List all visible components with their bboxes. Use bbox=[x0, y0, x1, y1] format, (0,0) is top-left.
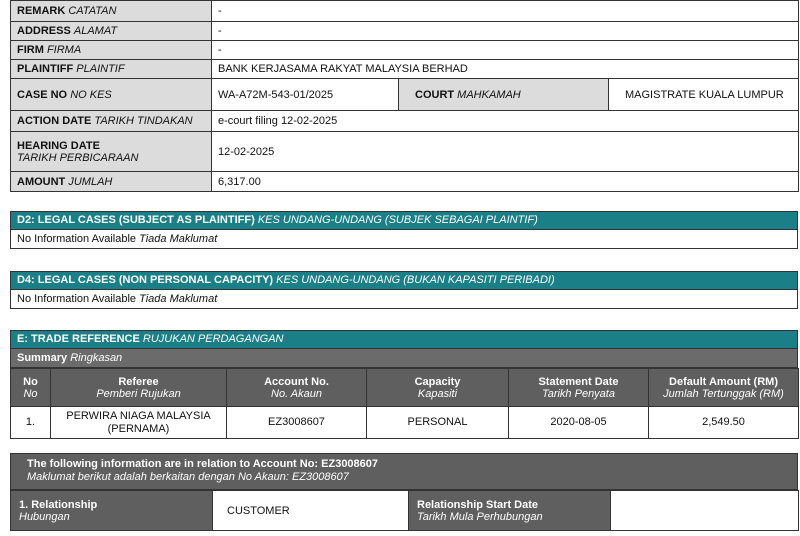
remark-label: REMARK CATATAN bbox=[11, 1, 212, 22]
trade-reference-title: E: TRADE REFERENCE bbox=[17, 333, 140, 345]
trade-reference-title-alt: RUJUKAN PERDAGANGAN bbox=[142, 333, 284, 345]
case-no-row bbox=[11, 79, 799, 111]
row-account-no: EZ3008607 bbox=[227, 407, 367, 439]
plaintiff-value: BANK KERJASAMA RAKYAT MALAYSIA BERHAD bbox=[212, 60, 799, 79]
col-header-no: No No bbox=[11, 369, 51, 407]
relationship-label: 1. Relationship Hubungan bbox=[11, 491, 213, 531]
col-header-statement-date: Statement Date Tarikh Penyata bbox=[509, 369, 649, 407]
d4-section-header bbox=[10, 271, 798, 290]
firm-value: - bbox=[212, 41, 799, 60]
d2-empty-message: No Information Available Tiada Maklumat bbox=[10, 230, 798, 249]
col-header-account-no: Account No. No. Akaun bbox=[227, 369, 367, 407]
address-value: - bbox=[212, 22, 799, 41]
court-label: COURT MAHKAMAH bbox=[399, 79, 609, 111]
case-no-value: WA-A72M-543-01/2025 bbox=[212, 79, 399, 111]
case-no-label: CASE NO NO KES bbox=[11, 79, 212, 111]
action-date-label: ACTION DATE TARIKH TINDAKAN bbox=[11, 111, 212, 132]
relationship-start-date-value bbox=[611, 491, 799, 531]
trade-reference-header-row bbox=[11, 369, 799, 407]
hearing-date-label: HEARING DATE TARIKH PERBICARAAN bbox=[11, 132, 212, 172]
action-date-value: e-court filing 12-02-2025 bbox=[212, 111, 799, 132]
row-default-amount: 2,549.50 bbox=[649, 407, 799, 439]
relationship-value: CUSTOMER bbox=[213, 491, 409, 531]
account-info-text: The following information are in relation to Account No: EZ3008607 bbox=[27, 458, 379, 470]
firm-label: FIRM FIRMA bbox=[11, 41, 212, 60]
trade-reference-header bbox=[10, 330, 798, 349]
trade-reference-table bbox=[10, 368, 799, 439]
row-no: 1. bbox=[11, 407, 51, 439]
d2-section-header bbox=[10, 211, 798, 230]
row-capacity: PERSONAL bbox=[367, 407, 509, 439]
hearing-date-row bbox=[11, 132, 799, 172]
row-referee: PERWIRA NIAGA MALAYSIA (PERNAMA) bbox=[51, 407, 227, 439]
d4-title: D4: LEGAL CASES (NON PERSONAL CAPACITY) bbox=[17, 274, 274, 286]
amount-value: 6,317.00 bbox=[212, 172, 799, 192]
address-row bbox=[11, 22, 799, 41]
plaintiff-label: PLAINTIFF PLAINTIF bbox=[11, 60, 212, 79]
court-value: MAGISTRATE KUALA LUMPUR bbox=[609, 79, 799, 111]
account-info-text-alt: Maklumat berikut adalah berkaitan dengan No Akaun: EZ3008607 bbox=[27, 471, 349, 483]
amount-label: AMOUNT JUMLAH bbox=[11, 172, 212, 192]
relationship-start-date-label: Relationship Start Date Tarikh Mula Perhubungan bbox=[409, 491, 611, 531]
d2-title: D2: LEGAL CASES (SUBJECT AS PLAINTIFF) bbox=[17, 214, 255, 226]
col-header-capacity: Capacity Kapasiti bbox=[367, 369, 509, 407]
firm-row bbox=[11, 41, 799, 60]
hearing-date-value: 12-02-2025 bbox=[212, 132, 799, 172]
summary-bar: Summary Ringkasan bbox=[10, 349, 798, 368]
case-details-table bbox=[10, 0, 799, 192]
d4-title-alt: KES UNDANG-UNDANG (BUKAN KAPASITI PERIBADI) bbox=[276, 274, 555, 286]
relationship-table bbox=[10, 490, 799, 531]
address-label: ADDRESS ALAMAT bbox=[11, 22, 212, 41]
col-header-default-amount: Default Amount (RM) Jumlah Tertunggak (RM) bbox=[649, 369, 799, 407]
relationship-row bbox=[11, 491, 799, 531]
col-header-referee: Referee Pemberi Rujukan bbox=[51, 369, 227, 407]
d2-title-alt: KES UNDANG-UNDANG (SUBJEK SEBAGAI PLAINTIF) bbox=[257, 214, 538, 226]
remark-value: - bbox=[212, 1, 799, 22]
row-statement-date: 2020-08-05 bbox=[509, 407, 649, 439]
table-row bbox=[11, 407, 799, 439]
d4-empty-message: No Information Available Tiada Maklumat bbox=[10, 290, 798, 309]
action-date-row bbox=[11, 111, 799, 132]
amount-row bbox=[11, 172, 799, 192]
account-info-heading bbox=[10, 453, 798, 490]
plaintiff-row bbox=[11, 60, 799, 79]
remark-row bbox=[11, 1, 799, 22]
